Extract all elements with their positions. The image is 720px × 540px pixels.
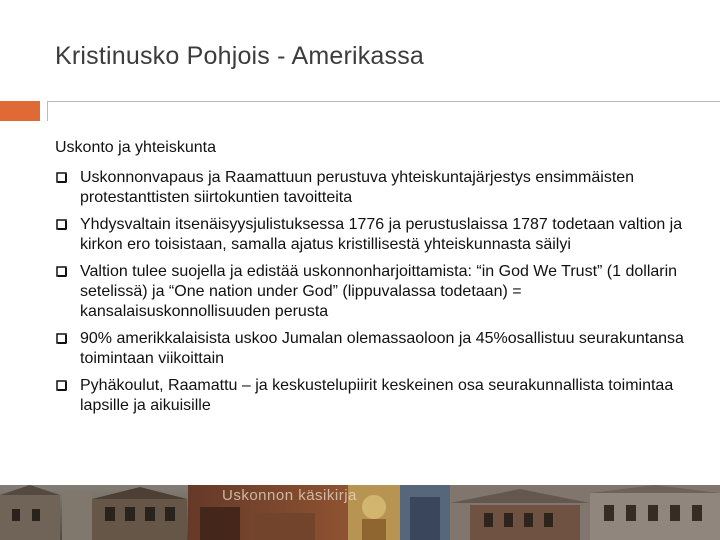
slide-content bbox=[55, 138, 695, 423]
bullet-text: Uskonnonvapaus ja Raamattuun perustuva yhteiskuntajärjestys ensimmäisten protestanttisten siirtokuntien tavoitteita bbox=[80, 169, 635, 206]
title-rule bbox=[47, 101, 720, 102]
checkbox-icon bbox=[56, 219, 67, 230]
collage-graphic bbox=[0, 485, 720, 540]
bullet-item bbox=[55, 329, 695, 369]
bullet-text: Valtion tulee suojella ja edistää uskonnonharjoittamista: “in God We Trust” (1 dollarin setelissä) ja “One nation under God” (lippuvalassa todetaan) = kansalaisuskonnollisuuden perusta bbox=[80, 263, 678, 320]
bullet-item bbox=[55, 262, 695, 322]
accent-bar bbox=[0, 101, 40, 121]
section-heading: Uskonto ja yhteiskunta bbox=[55, 139, 216, 156]
checkbox-icon bbox=[56, 172, 67, 183]
bullet-text: Yhdysvaltain itsenäisyysjulistuksessa 1776 ja perustuslaissa 1787 todetaan valtion ja kirkon ero toisistaan, samalla ajatus kristillisestä yhteiskunnasta säilyi bbox=[80, 216, 683, 253]
checkbox-icon bbox=[56, 380, 67, 391]
bullet-item bbox=[55, 376, 695, 416]
slide-title: Kristinusko Pohjois - Amerikassa bbox=[55, 42, 425, 70]
banner-text: Uskonnon käsikirja bbox=[222, 487, 357, 504]
bullet-text: Pyhäkoulut, Raamattu – ja keskustelupiirit keskeinen osa seurakunnallista toimintaa lapsille ja aikuisille bbox=[80, 377, 674, 414]
bullet-item bbox=[55, 215, 695, 255]
checkbox-icon bbox=[56, 333, 67, 344]
bullet-text: 90% amerikkalaisista uskoo Jumalan olemassaoloon ja 45%osallistuu seurakuntansa toimintaan viikoittain bbox=[80, 330, 684, 367]
building-collage-photo bbox=[0, 485, 720, 540]
checkbox-icon bbox=[56, 266, 67, 277]
bullet-item bbox=[55, 168, 695, 208]
bullet-list bbox=[55, 168, 695, 416]
accent-divider bbox=[47, 101, 48, 121]
